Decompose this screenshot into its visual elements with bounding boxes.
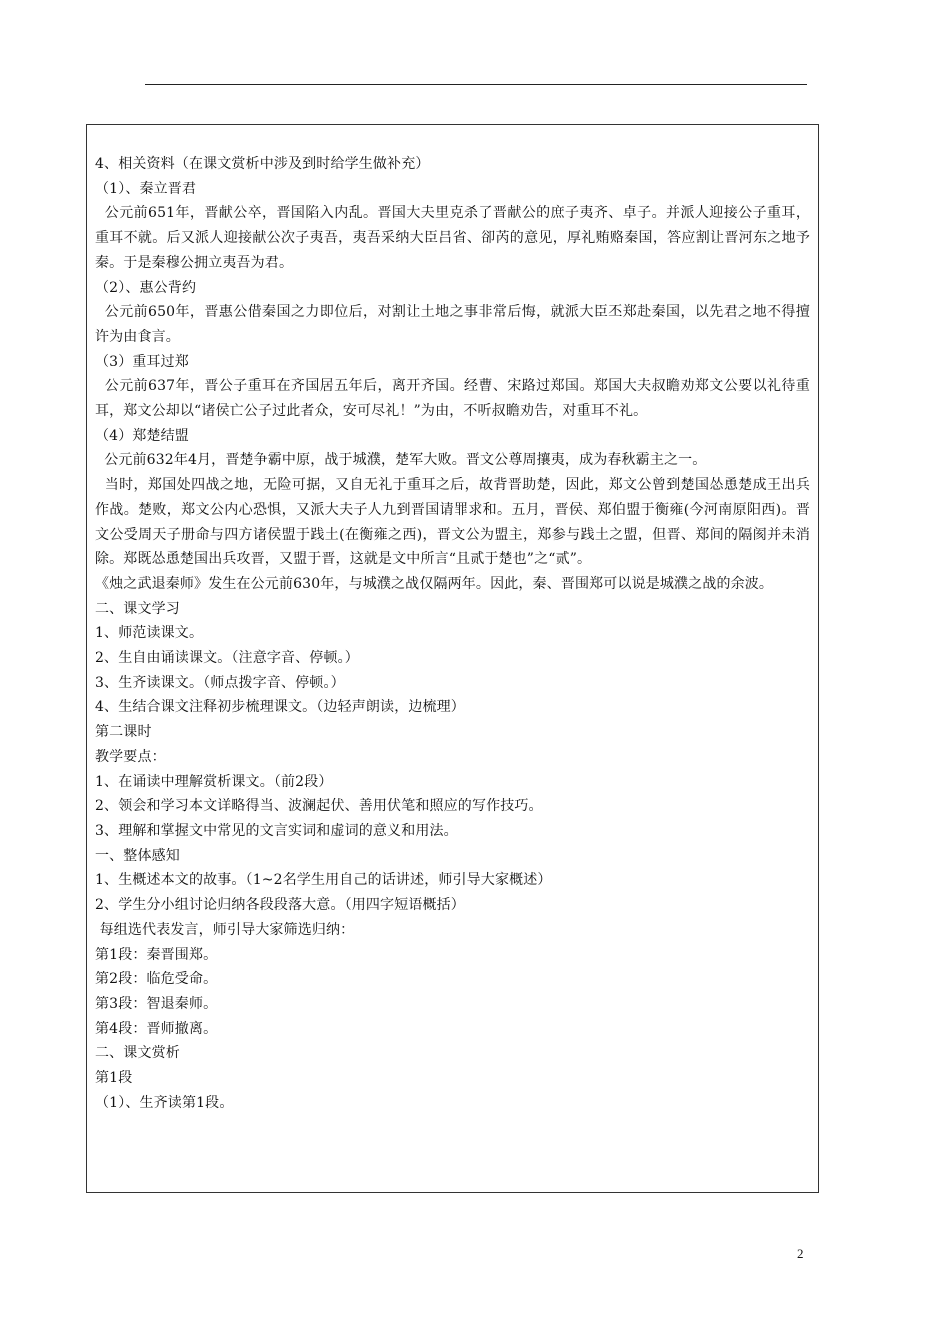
text-line: 2、领会和学习本文详略得当、波澜起伏、善用伏笔和照应的写作技巧。	[95, 798, 543, 815]
text-line: 第4段：晋师撤离。	[95, 1020, 218, 1037]
text-paragraph: 公元前637年，晋公子重耳在齐国居五年后，离开齐国。经曹、宋路过郑国。郑国大夫叔瞻劝郑文公要以礼待重耳，郑文公却以“诸侯亡公子过此者众，安可尽礼！”为由，不听叔瞻劝告，对重耳不礼。	[95, 378, 811, 420]
text-line: （4）郑楚结盟	[95, 427, 189, 444]
section-heading: 二、课文赏析	[95, 1045, 180, 1062]
header-rule	[145, 84, 807, 85]
page-number: 2	[797, 1246, 804, 1261]
text-line: 第3段：智退秦师。	[95, 995, 218, 1012]
text-line: 公元前632年4月，晋楚争霸中原，战于城濮，楚军大败。晋文公尊周攘夷，成为春秋霸主之一。	[95, 452, 707, 469]
section-heading: 第二课时	[95, 724, 152, 741]
text-line: 1、师范读课文。	[95, 625, 204, 642]
text-line: 第2段：临危受命。	[95, 971, 218, 988]
text-line: 1、生概述本文的故事。（1~2名学生用自己的话讲述，师引导大家概述）	[95, 872, 552, 889]
text-line: （2）、惠公背约	[95, 279, 197, 296]
lesson-content-box	[86, 124, 819, 1193]
text-line: （3）重耳过郑	[95, 353, 189, 370]
text-line: 4、相关资料（在课文赏析中涉及到时给学生做补充）	[95, 156, 430, 172]
text-line: 2、学生分小组讨论归纳各段段落大意。（用四字短语概括）	[95, 897, 465, 914]
text-paragraph: 公元前651年，晋献公卒，晋国陷入内乱。晋国大夫里克杀了晋献公的庶子夷齐、卓子。并派人迎接公子重耳，重耳不就。后又派人迎接献公次子夷吾，夷吾采纳大臣吕省、卻芮的意见，厚礼贿赂秦国，答应割让晋河东之地予秦。于是秦穆公拥立夷吾为君。	[95, 205, 811, 271]
section-heading: 二、课文学习	[95, 600, 180, 617]
section-heading: 一、整体感知	[95, 847, 180, 864]
text-line: 第1段	[95, 1070, 133, 1087]
text-line: 每组选代表发言，师引导大家筛选归纳：	[95, 921, 355, 938]
text-line: 4、生结合课文注释初步梳理课文。（边轻声朗读，边梳理）	[95, 699, 465, 716]
text-line: （1）、生齐读第1段。	[95, 1094, 234, 1111]
text-paragraph: 公元前650年，晋惠公借秦国之力即位后，对割让土地之事非常后悔，就派大臣丕郑赴秦国，以先君之地不得擅许为由食言。	[95, 304, 811, 345]
text-line: （1）、秦立晋君	[95, 180, 197, 197]
text-line: 3、理解和掌握文中常见的文言实词和虚词的意义和用法。	[95, 822, 458, 839]
text-line: 教学要点：	[95, 748, 166, 765]
text-line: 3、生齐读课文。（师点拨字音、停顿。）	[95, 674, 345, 691]
text-line: 第1段：秦晋围郑。	[95, 946, 218, 963]
text-line: 2、生自由诵读课文。（注意字音、停顿。）	[95, 650, 359, 667]
text-line: 1、在诵读中理解赏析课文。（前2段）	[95, 773, 333, 790]
text-paragraph: 《烛之武退秦师》发生在公元前630年，与城濮之战仅隔两年。因此，秦、晋围郑可以说是城濮之战的余波。	[95, 575, 774, 592]
text-paragraph: 当时，郑国处四战之地，无险可据，又自无礼于重耳之后，故背晋助楚，因此，郑文公曾到楚国怂恿楚成王出兵作战。楚败，郑文公内心恐惧，又派大夫子人九到晋国请罪求和。五月，晋侯、郑伯盟于衡雍(今河南原阳西)。晋文公受周天子册命与四方诸侯盟于践土(在衡雍之西)，晋文公为盟主，郑参与践土之盟，但晋、郑间的隔阂并未消除。郑既怂恿楚国出兵攻晋，又盟于晋，这就是文中所言“且贰于楚也”之“贰”。	[95, 477, 810, 568]
